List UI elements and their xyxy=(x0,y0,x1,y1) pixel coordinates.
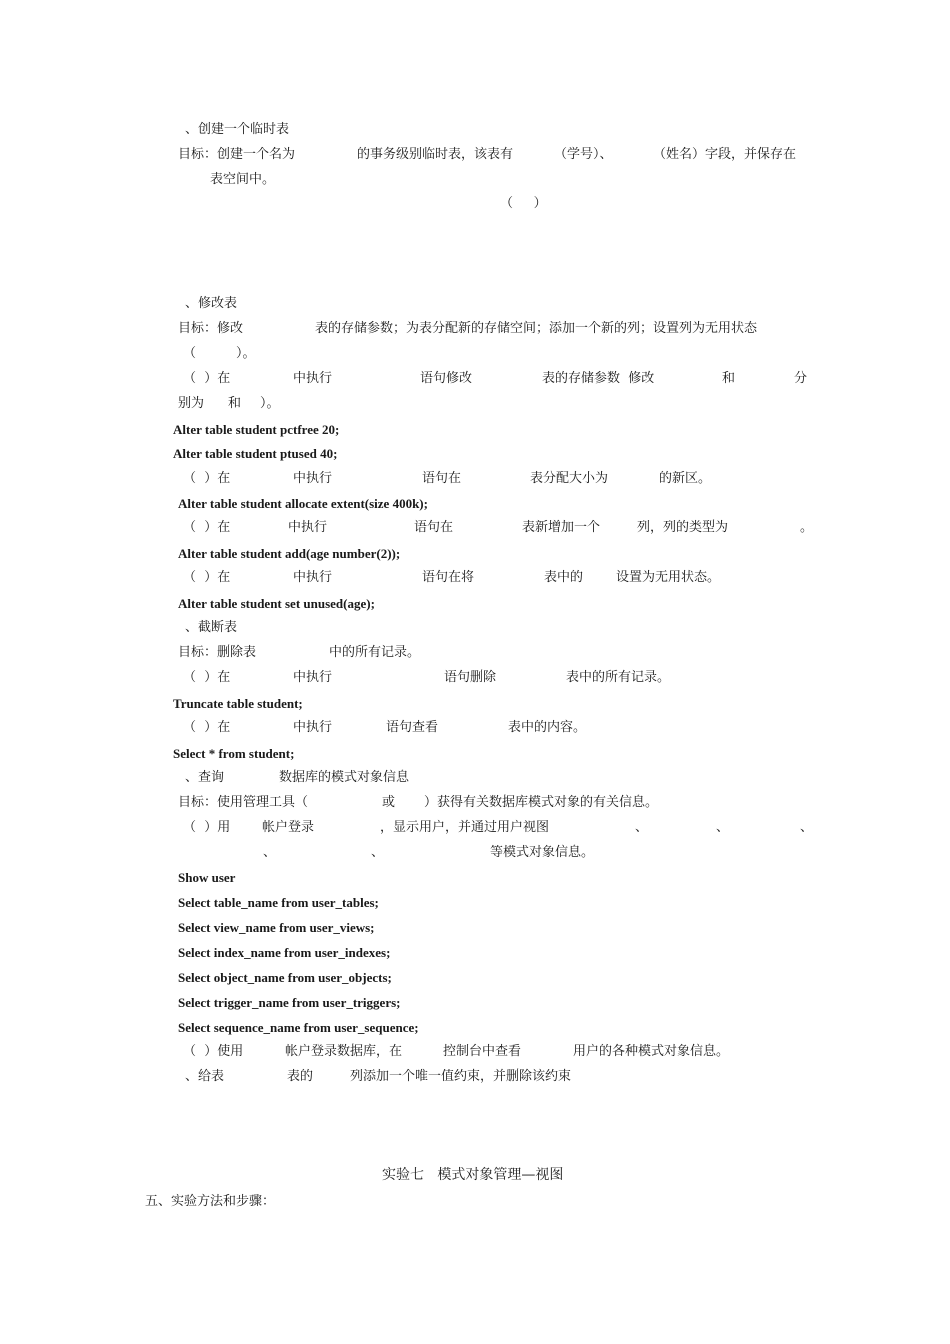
goal-text: 中的所有记录。 xyxy=(329,645,421,660)
goal-text: （姓名）字段，并保存在 xyxy=(653,147,797,162)
goal-text: （学号）、 xyxy=(554,147,613,162)
step-text: （ ）在 xyxy=(183,520,231,535)
step-text: 和 xyxy=(722,371,736,386)
step-text: （ ）使用 xyxy=(183,1044,244,1059)
step-text: 、 xyxy=(635,820,649,835)
step-text: 分 xyxy=(794,371,808,386)
goal-text: 目标：删除表 xyxy=(178,645,257,660)
step-text: 语句查看 xyxy=(386,720,439,735)
step-text: 中执行 xyxy=(293,720,333,735)
goal-text: 的事务级别临时表，该表有 xyxy=(357,147,514,162)
goal-text: 目标：修改 xyxy=(178,321,244,336)
goal-text-continued: （ xyxy=(183,346,197,361)
step-text-continued: ）。 xyxy=(260,396,280,411)
step-text: 语句在 xyxy=(414,520,454,535)
step-text: ，显示用户，并通过用户视图 xyxy=(380,820,550,835)
sql-code-line: Alter table student add(age number(2)); xyxy=(178,546,401,561)
sql-code-line: Show user xyxy=(178,870,236,885)
step-text: 中执行 xyxy=(293,371,333,386)
goal-text: 目标：使用管理工具（ xyxy=(178,795,309,810)
step-text: （ ）在 xyxy=(183,471,231,486)
section-heading-query-schema: 数据库的模式对象信息 xyxy=(279,770,410,785)
step-text: 列，列的类型为 xyxy=(637,520,729,535)
step-text: 表中的所有记录。 xyxy=(566,670,671,685)
step-text-continued: 和 xyxy=(228,396,242,411)
step-text: （ ）在 xyxy=(183,371,231,386)
sql-code-line: Alter table student set unused(age); xyxy=(178,596,375,611)
section-heading-unique-constraint: 表的 xyxy=(287,1069,314,1084)
step-text: 帐户登录数据库，在 xyxy=(285,1044,403,1059)
sql-code-line: Alter table student pctfree 20; xyxy=(173,422,340,437)
sql-code-line: Select object_name from user_objects; xyxy=(178,970,392,985)
step-text: 表分配大小为 xyxy=(530,471,609,486)
step-text: （ ）在 xyxy=(183,570,231,585)
chapter-title: 实验七 模式对象管理—视图 xyxy=(382,1167,564,1183)
step-text: 中执行 xyxy=(293,670,333,685)
step-text-continued: 别为 xyxy=(178,396,205,411)
step-text: 设置为无用状态。 xyxy=(616,570,721,585)
section-heading-alter-table: 、修改表 xyxy=(185,296,238,311)
step-text: 的新区。 xyxy=(659,471,712,486)
step-text: 中执行 xyxy=(293,570,333,585)
sql-code-line: Select index_name from user_indexes; xyxy=(178,945,391,960)
step-text-continued: 等模式对象信息。 xyxy=(490,845,595,860)
sql-code-line: Select view_name from user_views; xyxy=(178,920,375,935)
goal-text-continued: 表空间中。 xyxy=(210,172,276,187)
section-heading-query-schema: 、查询 xyxy=(185,770,225,785)
section-five-heading: 五、实验方法和步骤： xyxy=(145,1194,276,1209)
section-heading-truncate-table: 、截断表 xyxy=(185,620,238,635)
step-text: 语句删除 xyxy=(444,670,497,685)
step-text: （ ）在 xyxy=(183,720,231,735)
step-text: 中执行 xyxy=(293,471,333,486)
sql-code-line: Select sequence_name from user_sequence; xyxy=(178,1020,419,1035)
sql-code-line: Alter table student ptused 40; xyxy=(173,446,338,461)
sql-code-line: Select * from student; xyxy=(173,746,295,761)
step-text-continued: 、 xyxy=(371,845,385,860)
step-text: （ ）在 xyxy=(183,670,231,685)
goal-text: ）获得有关数据库模式对象的有关信息。 xyxy=(424,795,659,810)
step-text: 表的存储参数 修改 xyxy=(542,371,655,386)
step-text: 语句在 xyxy=(422,471,462,486)
step-text: （ ）用 xyxy=(183,820,231,835)
goal-text: 表的存储参数；为表分配新的存储空间；添加一个新的列；设置列为无用状态 xyxy=(315,321,758,336)
goal-text-continued: ）。 xyxy=(236,346,256,361)
section-heading-unique-constraint: 、给表 xyxy=(185,1069,225,1084)
step-text: 、 xyxy=(716,820,730,835)
step-text: 表中的内容。 xyxy=(508,720,587,735)
goal-text: 或 xyxy=(382,795,396,810)
step-text: 用户的各种模式对象信息。 xyxy=(573,1044,730,1059)
step-text: 表新增加一个 xyxy=(522,520,601,535)
sql-code-line: Alter table student allocate extent(size 400k); xyxy=(178,496,428,511)
section-heading-create-temp-table: 、创建一个临时表 xyxy=(185,122,290,137)
step-text: 。 xyxy=(800,520,814,535)
step-text: 语句修改 xyxy=(420,371,473,386)
step-text: 帐户登录 xyxy=(262,820,315,835)
sql-code-line: Truncate table student; xyxy=(173,696,303,711)
step-text-continued: 、 xyxy=(263,845,277,860)
section-heading-unique-constraint: 列添加一个唯一值约束，并删除该约束 xyxy=(350,1069,572,1084)
sql-code-line: Select table_name from user_tables; xyxy=(178,895,379,910)
step-text: 控制台中查看 xyxy=(443,1044,522,1059)
step-text: 语句在将 xyxy=(422,570,475,585)
step-text: 中执行 xyxy=(288,520,328,535)
step-text: 、 xyxy=(800,820,814,835)
parenthesis: （ ） xyxy=(500,196,547,211)
goal-text: 目标：创建一个名为 xyxy=(178,147,296,162)
step-text: 表中的 xyxy=(544,570,584,585)
sql-code-line: Select trigger_name from user_triggers; xyxy=(178,995,401,1010)
